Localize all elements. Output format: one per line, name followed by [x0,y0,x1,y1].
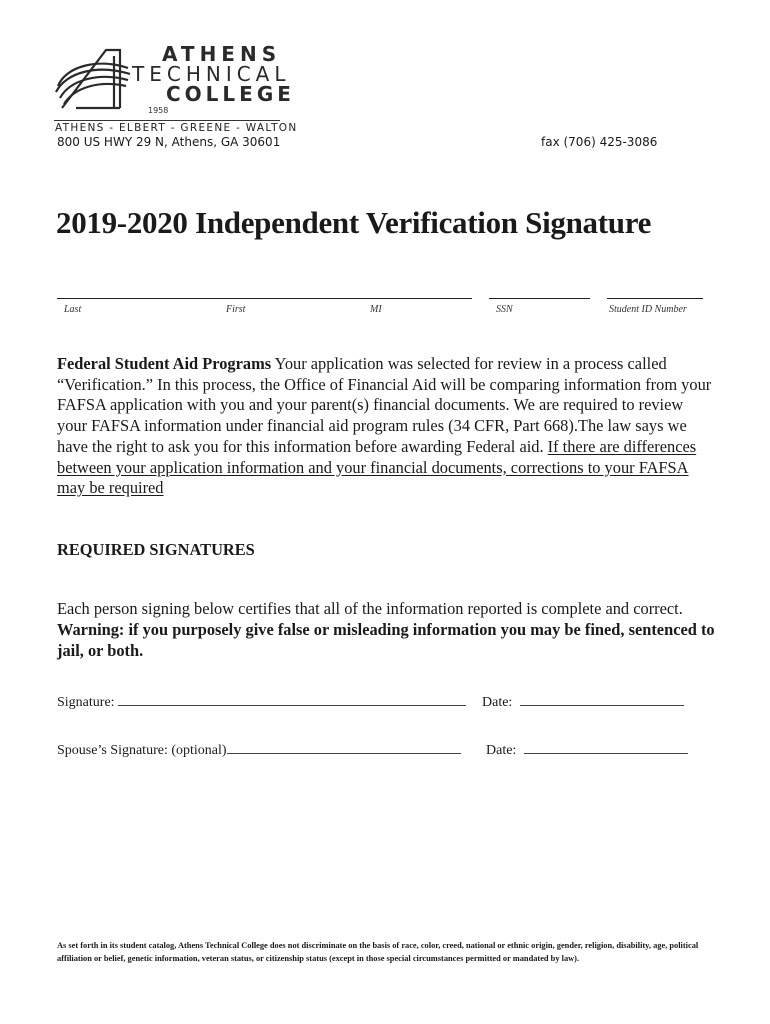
first-name-label: First [226,304,246,315]
date-row [482,693,684,711]
logo-divider [54,120,280,121]
signature-field[interactable] [118,693,466,706]
ssn-field-line[interactable] [489,298,590,299]
ssn-label: SSN [496,304,513,315]
date-field[interactable] [520,693,684,706]
college-fax: fax (706) 425-3086 [541,135,658,149]
student-id-label: Student ID Number [609,304,687,315]
middle-initial-label: MI [370,304,382,315]
logo-technical-text: TECHNICAL [132,62,291,86]
nondiscrimination-footer: As set forth in its student catalog, Athens Technical College does not discriminate on the basis of race, color, creed, national or ethnic origin, gender, religion, disability, age, political affiliation or belief, genetic information, veteran status, or citizenship status (except in those special circumstances permitted or mandated by law). [57,941,699,963]
verification-intro [57,354,717,499]
college-logo [54,40,298,135]
student-id-field-line[interactable] [607,298,703,299]
intro-underlined-notice: If there are differences between your application information and your financial documents, corrections to your FAFSA may be required [57,436,697,498]
last-name-label: Last [64,304,82,315]
spouse-signature-row [57,741,461,759]
logo-emblem-icon [54,40,134,116]
certification-text [57,598,717,661]
spouse-date-label: Date: [486,743,517,758]
name-field-line[interactable] [57,298,472,299]
required-signatures-heading: REQUIRED SIGNATURES [57,540,255,559]
college-address: 800 US HWY 29 N, Athens, GA 30601 [57,135,281,149]
certification-body: Each person signing below certifies that all of the information reported is complete and correct. [57,599,683,618]
logo-athens-text: ATHENS [162,42,282,66]
spouse-date-field[interactable] [524,741,688,754]
page-title: 2019-2020 Independent Verification Signature [56,205,652,240]
intro-lead: Federal Student Aid Programs [57,354,272,373]
signature-row [57,693,466,711]
date-label: Date: [482,695,513,710]
spouse-date-row [486,741,688,759]
logo-cities: ATHENS - ELBERT - GREENE - WALTON [55,122,298,134]
spouse-signature-field[interactable] [227,741,461,754]
certification-warning: Warning: if you purposely give false or misleading information you may be fined, sentenced to jail, or both. [57,620,715,660]
signature-label: Signature: [57,695,115,710]
spouse-signature-label: Spouse’s Signature: (optional) [57,743,227,758]
logo-college-text: COLLEGE [166,82,295,106]
intro-body: Your application was selected for review in a process called “Verification.” In this process, the Office of Financial Aid will be comparing information from your FAFSA application with you and your parent(s) financial documents. We are required to review your FAFSA information under financial aid program rules (34 CFR, Part 668).The law says we have the right to ask you for this information before awarding Federal aid. [57,354,712,456]
logo-year: 1958 [148,106,169,115]
